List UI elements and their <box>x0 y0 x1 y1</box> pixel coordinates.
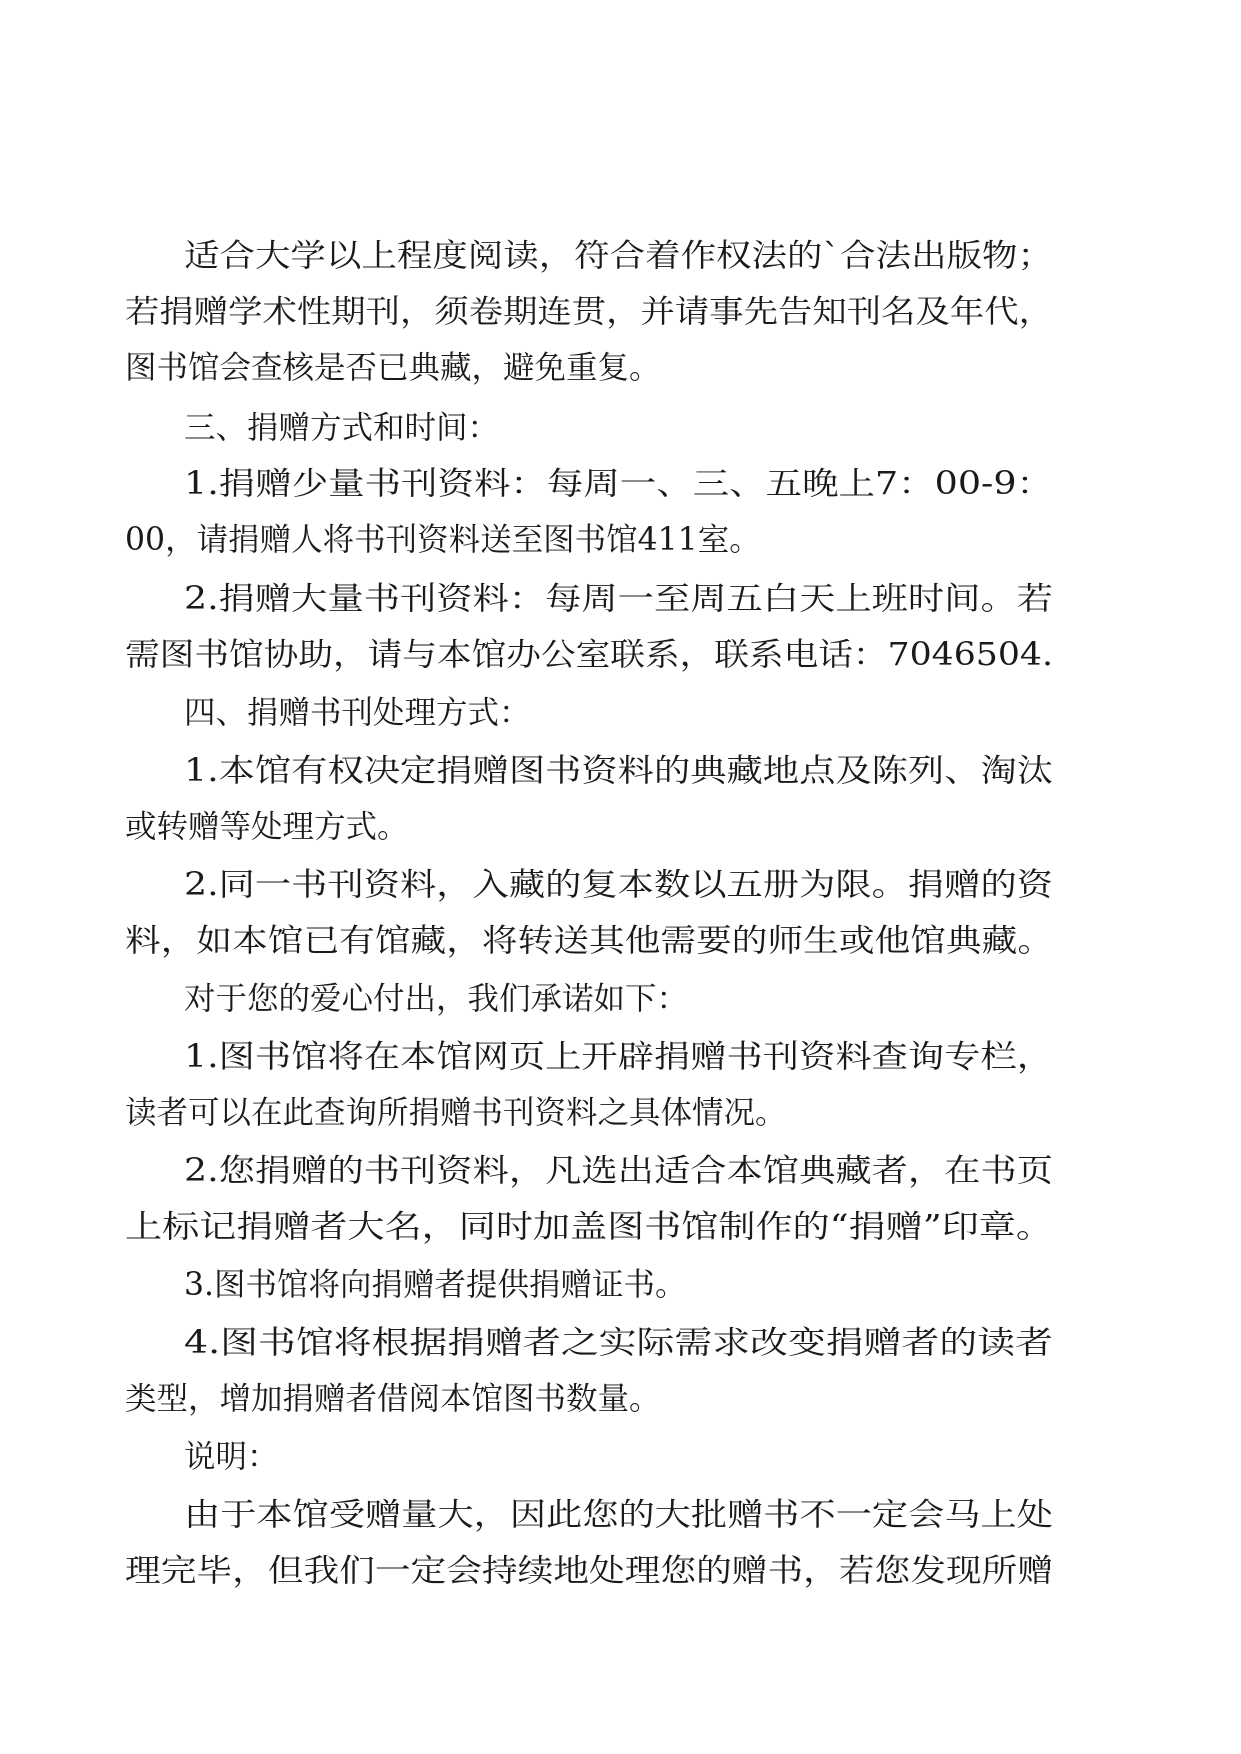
text-line-6: 00，请捐赠人将书刊资料送至图书馆411室。 <box>125 522 761 558</box>
text-line-20: 4.图书馆将根据捐赠者之实际需求改变捐赠者的读者 <box>184 1325 1053 1361</box>
text-line-23: 由于本馆受赠量大，因此您的大批赠书不一定会马上处 <box>184 1497 1053 1533</box>
text-line-11: 或转赠等处理方式。 <box>125 809 409 845</box>
text-line-15: 1.图书馆将在本馆网页上开辟捐赠书刊资料查询专栏， <box>184 1039 1054 1075</box>
text-line-10: 1.本馆有权决定捐赠图书资料的典藏地点及陈列、淘汰 <box>184 753 1054 789</box>
text-line-16: 读者可以在此查询所捐赠书刊资料之具体情况。 <box>125 1095 787 1131</box>
note-heading: 说明： <box>184 1439 279 1475</box>
text-line-21: 类型，增加捐赠者借阅本馆图书数量。 <box>125 1381 661 1417</box>
section-heading-4: 四、捐赠书刊处理方式： <box>184 695 531 731</box>
text-line-17: 2.您捐赠的书刊资料，凡选出适合本馆典藏者，在书页 <box>184 1153 1054 1189</box>
text-line-12: 2.同一书刊资料，入藏的复本数以五册为限。捐赠的资 <box>184 867 1054 903</box>
text-line-5: 1.捐赠少量书刊资料：每周一、三、五晚上7：00-9： <box>184 466 1053 502</box>
text-line-18: 上标记捐赠者大名，同时加盖图书馆制作的“捐赠”印章。 <box>125 1209 1053 1245</box>
text-line-13: 料，如本馆已有馆藏，将转送其他需要的师生或他馆典藏。 <box>125 923 1054 959</box>
text-line-1: 适合大学以上程度阅读，符合着作权法的`合法出版物； <box>184 238 1054 274</box>
text-line-2: 若捐赠学术性期刊，须卷期连贯，并请事先告知刊名及年代， <box>125 294 1053 330</box>
commitment-heading: 对于您的爱心付出，我们承诺如下： <box>184 981 689 1017</box>
text-line-8: 需图书馆协助，请与本馆办公室联系，联系电话：7046504. <box>125 637 1053 673</box>
section-heading-3: 三、捐赠方式和时间： <box>184 410 500 446</box>
text-line-19: 3.图书馆将向捐赠者提供捐赠证书。 <box>184 1267 687 1303</box>
text-line-24: 理完毕，但我们一定会持续地处理您的赠书，若您发现所赠 <box>125 1553 1054 1589</box>
text-line-3: 图书馆会查核是否已典藏，避免重复。 <box>125 350 661 386</box>
text-line-7: 2.捐赠大量书刊资料：每周一至周五白天上班时间。若 <box>184 581 1054 617</box>
